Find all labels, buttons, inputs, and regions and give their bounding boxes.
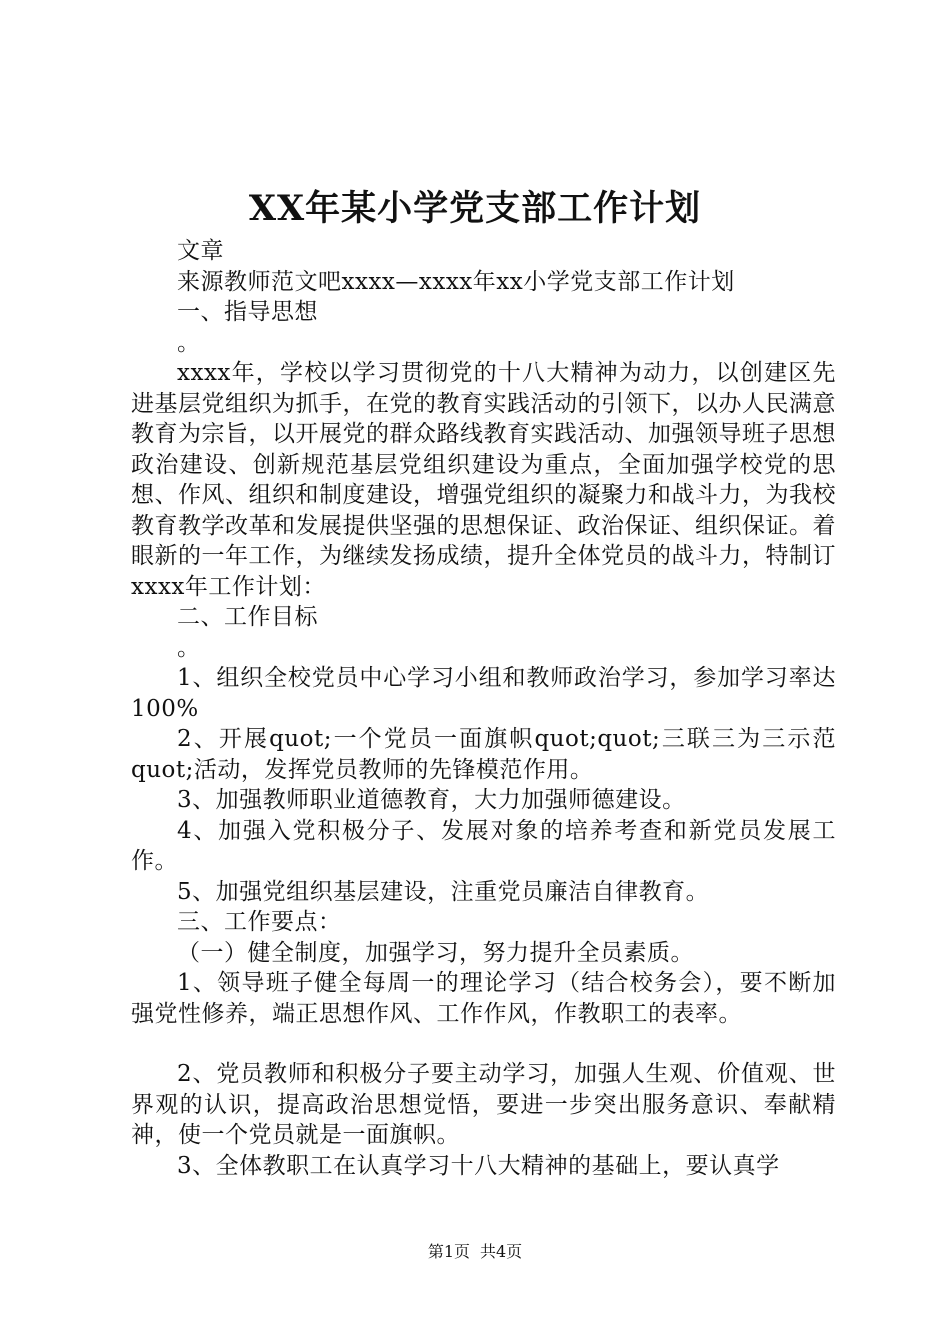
page-total: 共4页 — [480, 1242, 523, 1261]
section-heading: 三、工作要点： — [177, 909, 342, 935]
list-item: 1、领导班子健全每周一的理论学习（结合校务会），要不断加强党性修养，端正思想作风、工作作风，作教职工的表率。 — [131, 970, 836, 1027]
list-item: 3、全体教职工在认真学习十八大精神的基础上，要认真学 — [177, 1152, 780, 1179]
list-item: 2、开展quot;一个党员一面旗帜quot;quot;三联三为三示范quot;活动，发挥党员教师的先锋模范作用。 — [131, 726, 836, 783]
list-item: 1、组织全校党员中心学习小组和教师政治学习，参加学习率达100% — [131, 665, 836, 722]
list-item: 5、加强党组织基层建设，注重党员廉洁自律教育。 — [177, 878, 710, 905]
list-item: 3、加强教师职业道德教育，大力加强师德建设。 — [177, 787, 686, 813]
list-item: 2、党员教师和积极分子要主动学习，加强人生观、价值观、世界观的认识，提高政治思想觉悟，要进一步突出服务意识、奉献精神，使一个党员就是一面旗帜。 — [131, 1061, 836, 1148]
paragraph: 文章 — [177, 238, 224, 264]
paragraph: 。 — [177, 634, 201, 661]
section-heading: 一、指导思想 — [177, 299, 318, 325]
paragraph: 。 — [177, 329, 201, 356]
page-footer — [0, 1241, 950, 1263]
list-item: 4、加强入党积极分子、发展对象的培养考查和新党员发展工作。 — [131, 817, 836, 874]
section-heading: 二、工作目标 — [177, 604, 318, 630]
subsection-heading: （一）健全制度，加强学习，努力提升全员素质。 — [177, 939, 694, 966]
paragraph: 来源教师范文吧xxxx—xxxx年xx小学党支部工作计划 — [177, 268, 735, 295]
document-body — [131, 236, 836, 1181]
document-title: XX年某小学党支部工作计划 — [248, 188, 702, 229]
page-number: 第1页 — [427, 1242, 470, 1261]
paragraph: xxxx年，学校以学习贯彻党的十八大精神为动力，以创建区先进基层党组织为抓手，在党的教育实践活动的引领下，以办人民满意教育为宗旨，以开展党的群众路线教育实践活动、加强领导班子思想政治建设、创新规范基层党组织建设为重点，全面加强学校党的思想、作风、组织和制度建设，增强党组织的凝聚力和战斗力，为我校教育教学改革和发展提供坚强的思想保证、政治保证、组织保证。着眼新的一年工作，为继续发扬成绩，提升全体党员的战斗力，特制订xxxx年工作计划： — [131, 360, 836, 600]
